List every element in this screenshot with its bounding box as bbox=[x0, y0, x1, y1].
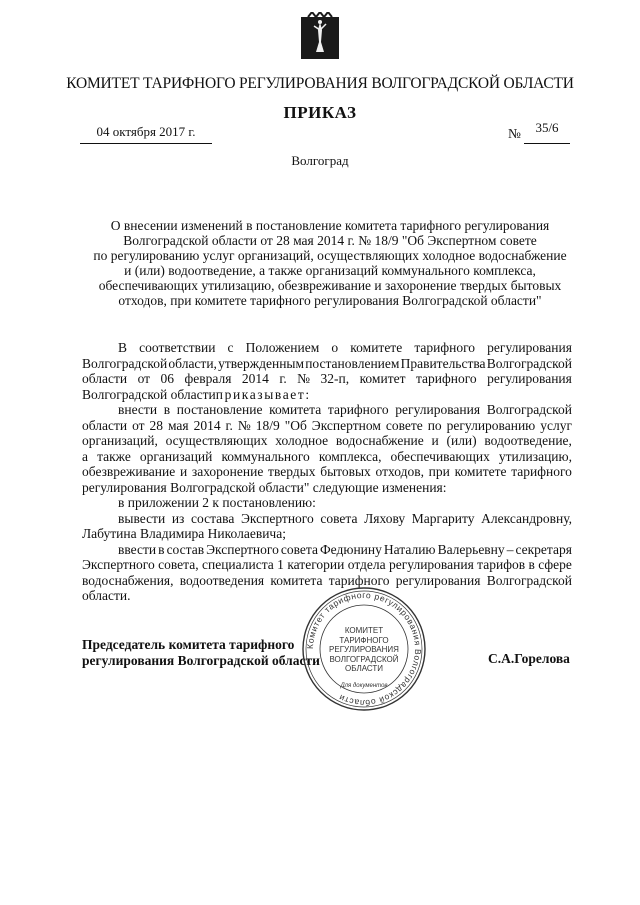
word: услуг bbox=[540, 417, 572, 433]
word: совета bbox=[280, 541, 318, 557]
word: комитет bbox=[359, 371, 406, 386]
word: Экспертного bbox=[241, 510, 314, 526]
word: г. bbox=[225, 417, 233, 433]
body-line bbox=[82, 557, 572, 573]
body-line bbox=[82, 402, 572, 418]
subject-line: Волгоградской области от 28 мая 2014 г. № 18/9 "Об Экспертном совете bbox=[123, 233, 537, 248]
word: а bbox=[82, 448, 88, 464]
word: захоронение bbox=[191, 464, 264, 479]
word: утилизацию, bbox=[498, 448, 572, 464]
word: обеспечивающих bbox=[390, 448, 490, 464]
body-line: в приложении 2 к постановлению: bbox=[118, 495, 316, 510]
body-line: области. bbox=[82, 588, 131, 603]
order-date: 04 октября 2017 г. bbox=[80, 124, 212, 144]
signatory-position-line: Председатель комитета тарифного bbox=[82, 637, 295, 652]
word: тарифного bbox=[414, 340, 476, 355]
word: постановлением bbox=[305, 355, 400, 371]
word: водоснабжения, bbox=[82, 572, 174, 588]
word: комплекса, bbox=[318, 448, 382, 464]
word: регулирования bbox=[395, 402, 481, 417]
word: 32-п, bbox=[320, 371, 350, 386]
signatory-position bbox=[82, 637, 320, 669]
subject-line: О внесении изменений в постановление комитета тарифного регулирования bbox=[110, 218, 550, 233]
body-line bbox=[82, 371, 572, 387]
word: – bbox=[506, 541, 514, 557]
word: № bbox=[237, 417, 251, 433]
word: регулирования bbox=[389, 557, 474, 572]
seal-bottom-text: Для документов bbox=[340, 683, 388, 689]
word: (или) bbox=[446, 433, 477, 448]
word: при bbox=[428, 464, 450, 479]
word: области bbox=[82, 417, 128, 433]
word: февраля bbox=[184, 371, 232, 386]
word: осуществляющих bbox=[165, 433, 268, 448]
word: холодное bbox=[275, 433, 329, 448]
word: Александровну, bbox=[481, 510, 572, 526]
body-text: Волгоградской области bbox=[82, 386, 216, 402]
word: с bbox=[227, 340, 234, 355]
order-body bbox=[82, 340, 572, 604]
committee-heading: КОМИТЕТ ТАРИФНОГО РЕГУЛИРОВАНИЯ ВОЛГОГРАДСКОЙ ОБЛАСТИ bbox=[66, 75, 574, 92]
word: утвержденным bbox=[218, 355, 305, 371]
word: обезвреживание bbox=[82, 464, 176, 479]
body-line bbox=[82, 418, 572, 434]
word: вывести bbox=[118, 510, 166, 526]
word: 1 bbox=[277, 557, 284, 572]
word: организаций, bbox=[82, 433, 158, 448]
body-line bbox=[82, 511, 572, 527]
word: области, bbox=[168, 355, 217, 371]
word: Ляхову bbox=[364, 510, 406, 526]
word: регулированию bbox=[446, 417, 536, 433]
word: Экспертного bbox=[206, 541, 279, 557]
signatory-position-line: регулирования Волгоградской области bbox=[82, 653, 320, 668]
body-line bbox=[82, 356, 572, 372]
word: специалиста bbox=[202, 557, 274, 572]
body-line: Лабутина Владимира Николаевича; bbox=[82, 526, 286, 541]
word: 2014 bbox=[193, 417, 221, 433]
word: "Об bbox=[284, 417, 307, 433]
word: 18/9 bbox=[255, 417, 280, 433]
word: Положением bbox=[245, 340, 320, 355]
word: секретаря bbox=[515, 541, 572, 557]
body-line bbox=[82, 542, 572, 558]
word: регулирования bbox=[487, 340, 572, 355]
subject-line: отходов, при комитете тарифного регулирования Волгоградской области" bbox=[118, 293, 542, 308]
word: В bbox=[118, 340, 128, 355]
word: сфере bbox=[538, 557, 572, 572]
order-number: 35/6 bbox=[524, 120, 570, 144]
word: тарифного bbox=[327, 402, 389, 417]
word: Валерьевну bbox=[437, 541, 505, 557]
word: организаций bbox=[139, 448, 213, 464]
signatory-name: С.А.Горелова bbox=[488, 651, 570, 666]
word: тарифного bbox=[415, 371, 477, 386]
word: в bbox=[158, 541, 165, 557]
word: водоснабжение bbox=[335, 433, 424, 448]
body-line bbox=[82, 449, 572, 465]
word: постановление bbox=[176, 402, 263, 417]
word: тарифного bbox=[511, 464, 572, 479]
word: Волгоградской bbox=[82, 355, 168, 371]
order-subject bbox=[80, 218, 580, 308]
word: совета, bbox=[158, 557, 199, 572]
word: Федюнину bbox=[320, 541, 382, 557]
number-sign: № bbox=[508, 126, 521, 141]
order-verb: приказывает: bbox=[215, 386, 311, 402]
body-line bbox=[82, 387, 572, 403]
seal-center-line: ВОЛГОГРАДСКОЙ bbox=[329, 654, 399, 664]
word: водоотведения bbox=[179, 572, 265, 588]
word: тарифов bbox=[477, 557, 526, 572]
seal-center-line: КОМИТЕТ bbox=[344, 626, 384, 635]
word: Экспертном bbox=[311, 417, 381, 433]
word: совете bbox=[385, 417, 423, 433]
subject-line: обеспечивающих утилизацию, обезвреживание и захоронение твердых бытовых bbox=[98, 278, 562, 293]
word: по bbox=[427, 417, 442, 433]
word: бытовых bbox=[320, 464, 371, 479]
word: и bbox=[179, 464, 188, 479]
word: состава bbox=[191, 510, 235, 526]
word: мая bbox=[167, 417, 189, 433]
word: 06 bbox=[160, 371, 175, 386]
word: Правительства bbox=[400, 355, 486, 371]
word: о bbox=[331, 340, 339, 355]
word: Наталию bbox=[383, 541, 436, 557]
word: Волгоградской bbox=[486, 355, 572, 371]
word: комитете bbox=[454, 464, 507, 479]
word: из bbox=[171, 510, 185, 526]
word: комитета bbox=[269, 402, 322, 417]
word: Маргариту bbox=[411, 510, 475, 526]
word: категории bbox=[287, 557, 345, 572]
word: также bbox=[97, 448, 131, 464]
word: от bbox=[137, 371, 151, 386]
word: регулирования bbox=[395, 572, 481, 588]
body-line: регулирования Волгоградской области" следующие изменения: bbox=[82, 479, 447, 495]
word: от bbox=[132, 417, 145, 433]
word: в bbox=[163, 402, 171, 417]
subject-line: по регулированию услуг организаций, осуществляющих холодное водоснабжение bbox=[93, 248, 567, 263]
seal-center-text bbox=[318, 626, 410, 674]
word: состав bbox=[166, 541, 205, 557]
word: области bbox=[82, 371, 128, 386]
word: внести bbox=[118, 402, 158, 417]
word: комитета bbox=[270, 572, 323, 588]
word: Волгоградской bbox=[486, 402, 572, 417]
word: соответствии bbox=[139, 340, 216, 355]
word: тарифного bbox=[328, 572, 390, 588]
seal-center-line: РЕГУЛИРОВАНИЯ bbox=[329, 645, 399, 654]
body-line bbox=[82, 433, 572, 449]
subject-line: и (или) водоотведение, а также организаций коммунального комплекса, bbox=[124, 263, 536, 278]
word: твердых bbox=[268, 464, 316, 479]
document-title: ПРИКАЗ bbox=[283, 103, 357, 122]
word: ввести bbox=[118, 541, 157, 557]
word: комитете bbox=[350, 340, 403, 355]
word: г. bbox=[279, 371, 287, 386]
body-line bbox=[82, 340, 572, 356]
word: в bbox=[528, 557, 535, 572]
word: отдела bbox=[347, 557, 386, 572]
city-name: Волгоград bbox=[291, 153, 349, 168]
seal-center-line: ТАРИФНОГО bbox=[339, 635, 389, 645]
word: отходов, bbox=[375, 464, 424, 479]
word: и bbox=[431, 433, 439, 448]
seal-center-line: ОБЛАСТИ bbox=[344, 664, 384, 673]
body-line bbox=[82, 464, 572, 480]
word: № bbox=[297, 371, 311, 386]
word: совета bbox=[320, 510, 358, 526]
word: коммунального bbox=[221, 448, 310, 464]
word: Экспертного bbox=[82, 557, 155, 572]
word: регулирования bbox=[487, 371, 572, 386]
seal-ring-text: Комитет тарифного регулирования Волгоградской области bbox=[304, 589, 424, 709]
word: водоотведение, bbox=[484, 433, 572, 448]
word: Волгоградской bbox=[486, 572, 572, 588]
word: 28 bbox=[149, 417, 164, 433]
volgograd-coat-of-arms-icon bbox=[300, 12, 340, 64]
word: 2014 bbox=[241, 371, 269, 386]
